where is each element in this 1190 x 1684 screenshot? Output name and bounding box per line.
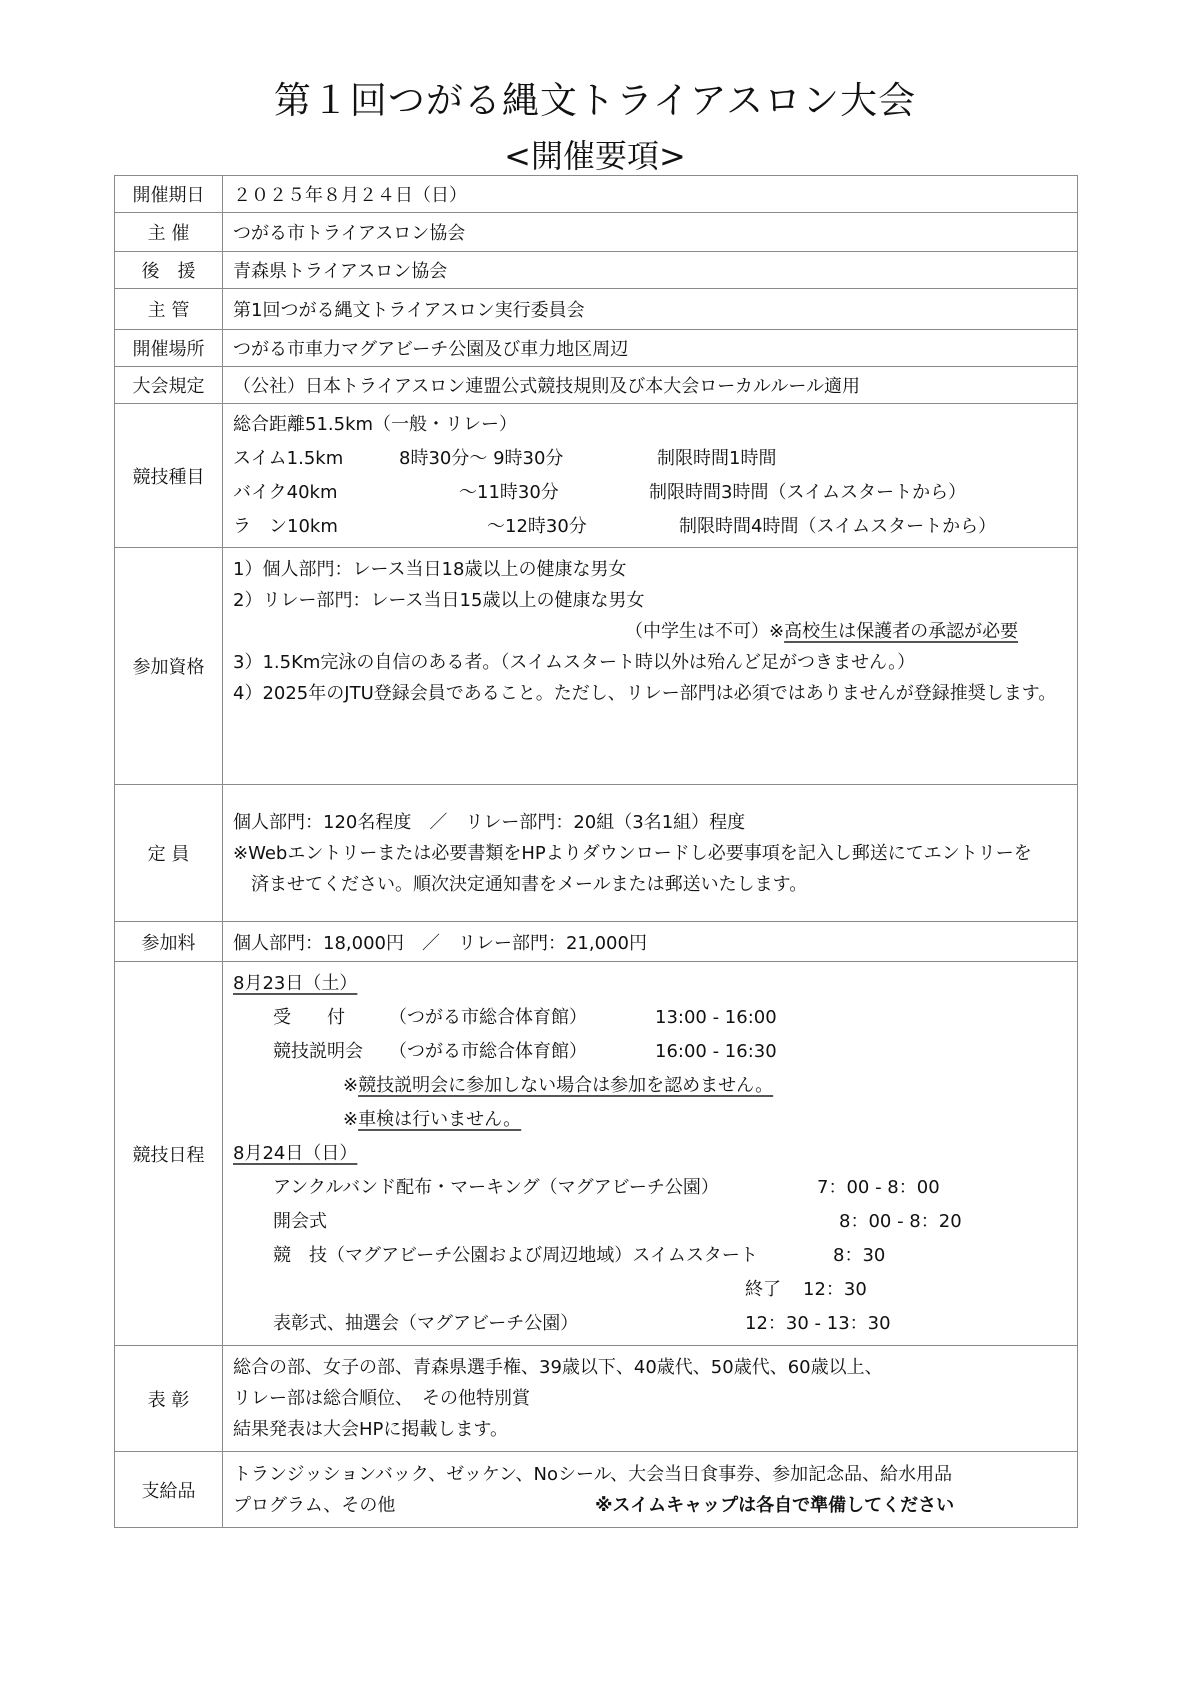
guidelines-table — [114, 175, 1078, 1528]
schedule-finish — [233, 1273, 1073, 1307]
schedule-ankle — [233, 1171, 1073, 1205]
supplies-line-1: トランジッションバック、ゼッケン、Noシール、大会当日食事券、参加記念品、給水用品 — [233, 1463, 953, 1485]
swim-name: スイム1.5km — [233, 447, 344, 469]
events-total: 総合距離51.5km（一般・リレー） — [233, 413, 518, 435]
row-label-venue: 開催場所 — [115, 330, 223, 367]
run-limit: 制限時間4時間（スイムスタートから） — [679, 515, 997, 537]
row-label-schedule: 競技日程 — [115, 962, 223, 1346]
events-swim — [233, 442, 1073, 476]
row-value-venue: つがる市車力マグアビーチ公園及び車力地区周辺 — [223, 330, 1078, 367]
finish-time: 12：30 — [803, 1278, 867, 1300]
schedule-briefing — [233, 1035, 1073, 1069]
schedule-note-2-text: 車検は行いません。 — [358, 1108, 522, 1130]
eligibility-note-underlined: 高校生は保護者の承認が必要 — [784, 621, 1019, 642]
schedule-race — [233, 1239, 1073, 1273]
table-row — [115, 1346, 1078, 1452]
row-value-organizer: つがる市トライアスロン協会 — [223, 213, 1078, 252]
table-row — [115, 785, 1078, 922]
row-value-capacity — [223, 785, 1078, 922]
schedule-day-2 — [233, 1137, 1073, 1171]
reception-place: （つがる市総合体育館） — [389, 1006, 587, 1028]
awards-line-2: リレー部は総合順位、 その他特別賞 — [233, 1388, 530, 1409]
opening-time: 8：00 - 8：20 — [839, 1210, 962, 1232]
ankle-name: アンクルバンド配布・マーキング（マグアビーチ公園） — [273, 1176, 719, 1198]
row-value-eligibility — [223, 548, 1078, 785]
bike-time: 〜11時30分 — [459, 481, 559, 503]
row-label-support: 後 援 — [115, 252, 223, 289]
row-label-management: 主 管 — [115, 289, 223, 330]
capacity-line-1: 個人部門：120名程度 ／ リレー部門：20組（3名1組）程度 — [233, 811, 746, 833]
opening-name: 開会式 — [273, 1210, 327, 1232]
capacity-line-3: 済ませてください。順次決定通知書をメールまたは郵送いたします。 — [233, 873, 808, 895]
awards-line-3: 結果発表は大会HPに掲載します。 — [233, 1419, 508, 1440]
supplies-line-2 — [233, 1490, 1073, 1521]
swim-time: 8時30分〜 9時30分 — [399, 447, 564, 469]
row-value-date: ２０２５年８月２４日（日） — [223, 176, 1078, 213]
briefing-time: 16:00 - 16:30 — [655, 1040, 777, 1062]
eligibility-note-prefix: （中学生は不可）※ — [625, 621, 785, 642]
capacity-line-2: ※Webエントリーまたは必要書類をHPよりダウンロードし必要事項を記入し郵送にてエントリーを — [233, 842, 1032, 864]
row-value-awards — [223, 1346, 1078, 1452]
row-label-supplies: 支給品 — [115, 1452, 223, 1528]
run-time: 〜12時30分 — [487, 515, 587, 537]
events-bike — [233, 476, 1073, 510]
table-row — [115, 367, 1078, 404]
table-row — [115, 548, 1078, 785]
row-value-management: 第1回つがる縄文トライアスロン実行委員会 — [223, 289, 1078, 330]
schedule-opening — [233, 1205, 1073, 1239]
schedule-note-1-mark: ※ — [343, 1074, 359, 1096]
row-value-events — [223, 404, 1078, 548]
row-label-capacity: 定 員 — [115, 785, 223, 922]
eligibility-note — [233, 616, 1073, 647]
row-label-rules: 大会規定 — [115, 367, 223, 404]
award-ceremony-name: 表彰式、抽選会（マグアビーチ公園） — [273, 1312, 579, 1334]
schedule-note-2 — [233, 1103, 1073, 1137]
table-row — [115, 289, 1078, 330]
schedule-note-2-mark: ※ — [343, 1108, 359, 1130]
row-label-fee: 参加料 — [115, 922, 223, 962]
table-row — [115, 1452, 1078, 1528]
document-title: 第１回つがる縄文トライアスロン大会 — [273, 79, 917, 122]
table-row — [115, 252, 1078, 289]
row-label-eligibility: 参加資格 — [115, 548, 223, 785]
table-row — [115, 330, 1078, 367]
row-label-date: 開催期日 — [115, 176, 223, 213]
awards-line-1: 総合の部、女子の部、青森県選手権、39歳以下、40歳代、50歳代、60歳以上、 — [233, 1357, 883, 1378]
supplies-swimcap-note: ※スイムキャップは各自で準備してください — [595, 1494, 955, 1516]
eligibility-item-2: 2）リレー部門：レース当日15歳以上の健康な男女 — [233, 590, 645, 611]
row-value-schedule — [223, 962, 1078, 1346]
row-value-fee: 個人部門：18,000円 ／ リレー部門：21,000円 — [223, 922, 1078, 962]
schedule-note-1 — [233, 1069, 1073, 1103]
eligibility-item-1: 1）個人部門：レース当日18歳以上の健康な男女 — [233, 559, 627, 580]
eligibility-item-4: 4）2025年のJTU登録会員であること。ただし、リレー部門は必須ではありませんが登録推奨します。 — [233, 683, 1057, 704]
reception-name: 受 付 — [273, 1006, 345, 1028]
document-subtitle: <開催要項> — [504, 137, 686, 175]
reception-time: 13:00 - 16:00 — [655, 1006, 777, 1028]
race-name: 競 技（マグアビーチ公園および周辺地域）スイムスタート — [273, 1244, 758, 1266]
schedule-day-1 — [233, 967, 1073, 1001]
table-row — [115, 962, 1078, 1346]
award-ceremony-time: 12：30 - 13：30 — [745, 1312, 891, 1334]
table-row — [115, 404, 1078, 548]
table-row — [115, 213, 1078, 252]
row-label-awards: 表 彰 — [115, 1346, 223, 1452]
schedule-day-1-label: 8月23日（土） — [233, 972, 358, 994]
row-value-supplies — [223, 1452, 1078, 1528]
race-time: 8：30 — [833, 1244, 886, 1266]
events-run — [233, 510, 1073, 544]
row-label-events: 競技種目 — [115, 404, 223, 548]
row-label-organizer: 主 催 — [115, 213, 223, 252]
schedule-award-ceremony — [233, 1307, 1073, 1341]
schedule-day-2-label: 8月24日（日） — [233, 1142, 358, 1164]
bike-name: バイク40km — [233, 481, 338, 503]
briefing-name: 競技説明会 — [273, 1040, 363, 1062]
ankle-time: 7：00 - 8：00 — [817, 1176, 940, 1198]
bike-limit: 制限時間3時間（スイムスタートから） — [649, 481, 967, 503]
row-value-support: 青森県トライアスロン協会 — [223, 252, 1078, 289]
briefing-place: （つがる市総合体育館） — [389, 1040, 587, 1062]
eligibility-item-3: 3）1.5Km完泳の自信のある者。（スイムスタート時以外は殆んど足がつきません。） — [233, 652, 916, 673]
table-row — [115, 176, 1078, 213]
table-row — [115, 922, 1078, 962]
run-name: ラ ン10km — [233, 515, 338, 537]
schedule-note-1-text: 競技説明会に参加しない場合は参加を認めません。 — [358, 1074, 774, 1096]
swim-limit: 制限時間1時間 — [657, 447, 777, 469]
supplies-line-2-text: プログラム、その他 — [233, 1494, 396, 1516]
row-value-rules: （公社）日本トライアスロン連盟公式競技規則及び本大会ローカルルール適用 — [223, 367, 1078, 404]
schedule-reception — [233, 1001, 1073, 1035]
finish-name: 終了 — [745, 1278, 781, 1300]
